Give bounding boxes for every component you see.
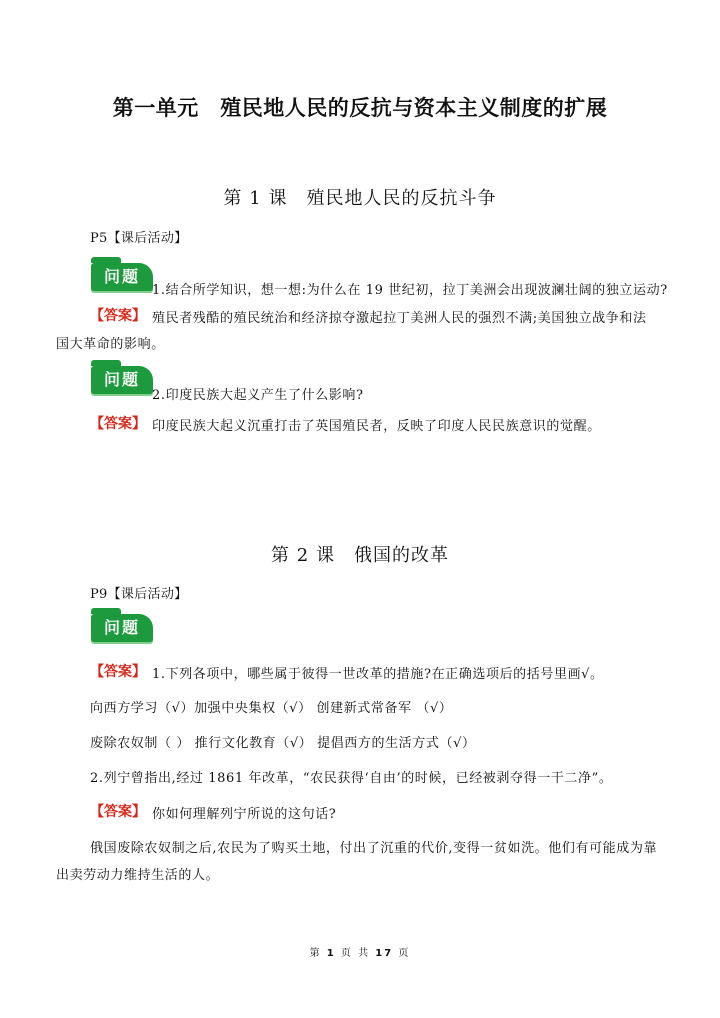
lesson-2-section-label: P9【课后活动】 — [90, 587, 188, 602]
lesson-2-options-line-2: 废除农奴制（ ） 推行文化教育（√） 提倡西方的生活方式（√） — [90, 736, 476, 751]
lesson-1-answer-1-line-1: 殖民者残酷的殖民统治和经济掠夺激起拉丁美洲人民的强烈不满;美国独立战争和法 — [152, 311, 647, 326]
lesson-2-question-1: 1.下列各项中，哪些属于彼得一世改革的措施?在正确选项后的括号里画√。 — [152, 667, 604, 682]
lesson-1-answer-2: 印度民族大起义沉重打击了英国殖民者，反映了印度人民民族意识的觉醒。 — [152, 419, 601, 434]
lesson-1-question-2: 2.印度民族大起义产生了什么影响? — [152, 388, 364, 403]
lesson-2-question-2-prompt: 你如何理解列宁所说的这句话? — [152, 807, 337, 822]
lesson-2-options-line-1: 向西方学习（√）加强中央集权（√） 创建新式常备军 （√） — [90, 701, 453, 716]
question-badge-3: 问题 — [91, 614, 153, 642]
lesson-1-section-label: P5【课后活动】 — [90, 231, 188, 246]
lesson-1-question-1: 1.结合所学知识，想一想:为什么在 19 世纪初，拉丁美洲会出现波澜壮阔的独立运动? — [152, 283, 668, 298]
footer-total-pages: 17 — [375, 948, 394, 959]
lesson-2-question-2: 2.列宁曾指出,经过 1861 年改革，“农民获得‘自由’的时候，已经被剥夺得一干二净”。 — [90, 771, 613, 786]
unit-title: 第一单元 殖民地人民的反抗与资本主义制度的扩展 — [112, 96, 608, 120]
answer-tag-4: 【答案】 — [90, 804, 146, 820]
lesson-1-title: 第 1 课 殖民地人民的反抗斗争 — [223, 188, 497, 209]
footer-page-number: 1 — [326, 948, 336, 959]
answer-tag-2: 【答案】 — [90, 416, 146, 432]
footer-prefix: 第 — [309, 948, 322, 959]
question-badge-1: 问题 — [91, 263, 153, 291]
lesson-2-title: 第 2 课 俄国的改革 — [271, 545, 449, 566]
lesson-2-answer-2-line-2: 出卖劳动力维持生活的人。 — [56, 868, 220, 883]
footer-suffix: 页 — [398, 948, 411, 959]
lesson-1-answer-1-line-2: 国大革命的影响。 — [56, 337, 165, 352]
lesson-2-answer-2-line-1: 俄国废除农奴制之后,农民为了购买土地，付出了沉重的代价,变得一贫如洗。他们有可能成为靠 — [90, 841, 658, 856]
answer-tag-1: 【答案】 — [90, 308, 146, 324]
footer-middle: 页 共 — [340, 948, 371, 959]
question-badge-2: 问题 — [91, 366, 153, 394]
answer-tag-3: 【答案】 — [90, 664, 146, 680]
page-footer — [0, 944, 720, 959]
